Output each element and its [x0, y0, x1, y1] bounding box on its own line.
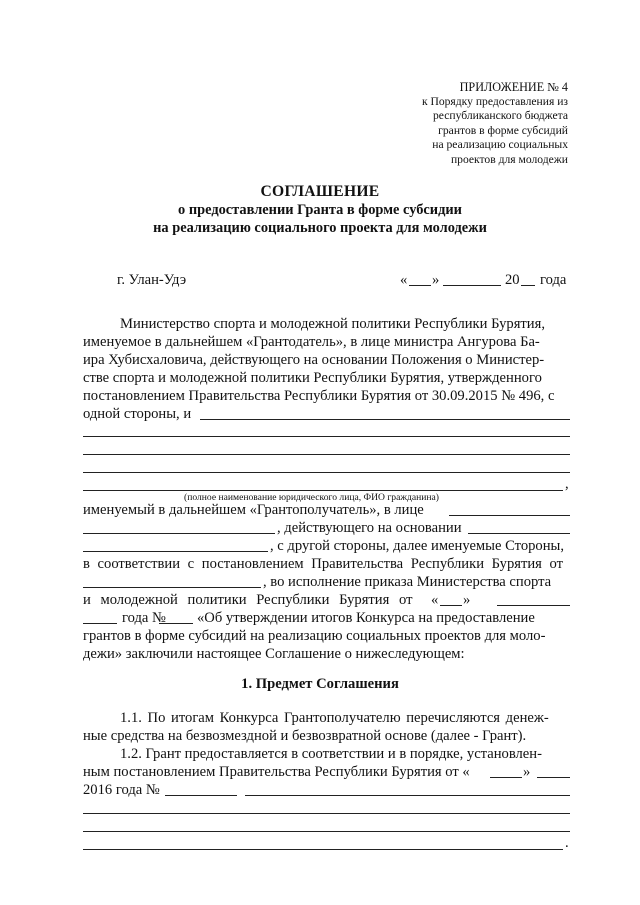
resolution-title-blank-line	[83, 849, 563, 850]
clause-1-1-line: ные средства на безвозмездной и безвозвратной основе (далее - Грант).	[83, 728, 527, 744]
place: г. Улан-Удэ	[117, 272, 187, 288]
paragraph-line: и молодежной политики Республики Бурятия от	[83, 592, 413, 608]
paragraph-line: года №	[122, 610, 166, 626]
paragraph-line: , действующего на основании	[277, 520, 462, 536]
paragraph-line: постановлением Правительства Республики Бурятия от 30.09.2015 № 496, с	[83, 388, 555, 404]
field-caption: (полное наименование юридического лица, ФИО гражданина)	[184, 492, 439, 503]
appendix-line: грантов в форме субсидий	[438, 123, 568, 137]
grantee-blank	[200, 419, 570, 420]
date-year-blank	[521, 285, 535, 286]
representative-blank-2	[83, 533, 275, 534]
paragraph-line: именуемое в дальнейшем «Грантодатель», в лице министра Ангурова Ба-	[83, 334, 540, 350]
basis-blank-2	[83, 551, 268, 552]
clause-close-quote: »	[523, 764, 531, 780]
paragraph-line: грантов в форме субсидий на реализацию социальных проектов для моло-	[83, 628, 546, 644]
appendix-line: на реализацию социальных	[432, 138, 568, 152]
paragraph-line: , с другой стороны, далее именуемые Стороны,	[270, 538, 564, 554]
grantee-blank-line	[83, 472, 570, 473]
clause-1-2-line: ным постановлением Правительства Республики Бурятия от «	[83, 764, 470, 780]
resolution-month-blank	[537, 777, 570, 778]
paragraph-line: стве спорта и молодежной политики Республики Бурятия, утвержденного	[83, 370, 542, 386]
document-title: СОГЛАШЕНИЕ	[260, 183, 380, 200]
basis-blank	[468, 533, 570, 534]
resolution-day-blank	[490, 777, 522, 778]
resolution-title-blank-line	[83, 831, 570, 832]
order-open-quote: «	[431, 592, 439, 608]
section-heading: 1. Предмет Соглашения	[241, 676, 399, 692]
appendix-line: ПРИЛОЖЕНИЕ № 4	[459, 80, 568, 94]
date-day-blank	[409, 285, 431, 286]
appendix-line: проектов для молодежи	[450, 152, 568, 166]
date-close-quote: »	[432, 272, 440, 288]
paragraph-line: ира Хубисхаловича, действующего на основании Положения о Министер-	[83, 352, 545, 368]
date-open-quote: «	[400, 272, 408, 288]
order-number-blank	[159, 623, 193, 624]
date-year-suffix: года	[540, 272, 567, 288]
resolution-title-blank-line	[83, 813, 570, 814]
paragraph-line: именуемый в дальнейшем «Грантополучатель», в лице	[83, 502, 424, 518]
document-subtitle-2: на реализацию социального проекта для молодежи	[153, 220, 487, 236]
paragraph-line: одной стороны, и	[83, 406, 192, 422]
paragraph-line: дежи» заключили настоящее Соглашение о нижеследующем:	[83, 646, 465, 662]
appendix-line: республиканского бюджета	[432, 109, 568, 123]
appendix-header	[308, 80, 568, 168]
clause-1-2-line: 1.2. Грант предоставляется в соответствии и в порядке, установлен-	[120, 746, 542, 762]
order-month-blank	[497, 605, 570, 606]
representative-blank	[449, 515, 570, 516]
paragraph-line: Министерство спорта и молодежной политики Республики Бурятия,	[120, 316, 545, 332]
order-day-blank	[440, 605, 462, 606]
paragraph-line: «Об утверждении итогов Конкурса на предоставление	[197, 610, 535, 626]
paragraph-line: , во исполнение приказа Министерства спорта	[263, 574, 552, 590]
resolution-title-blank	[245, 795, 570, 796]
paragraph-line: в соответствии с постановлением Правительства Республики Бурятия от	[83, 556, 563, 572]
comma: ,	[565, 476, 569, 492]
date-month-blank	[443, 285, 501, 286]
order-close-quote: »	[463, 592, 471, 608]
grantee-blank-line	[83, 436, 570, 437]
end-period: .	[565, 835, 569, 851]
resolution-date-blank	[83, 587, 261, 588]
clause-1-1-line: 1.1. По итогам Конкурса Грантополучателю перечисляются денеж-	[120, 710, 549, 726]
document-subtitle: о предоставлении Гранта в форме субсидии	[178, 202, 462, 218]
order-year-blank	[83, 623, 117, 624]
resolution-number-blank	[165, 795, 237, 796]
appendix-line: к Порядку предоставления из	[421, 94, 568, 108]
date-year-prefix: 20	[505, 272, 520, 288]
grantee-blank-line	[83, 454, 570, 455]
clause-1-2-line: 2016 года №	[83, 782, 160, 798]
